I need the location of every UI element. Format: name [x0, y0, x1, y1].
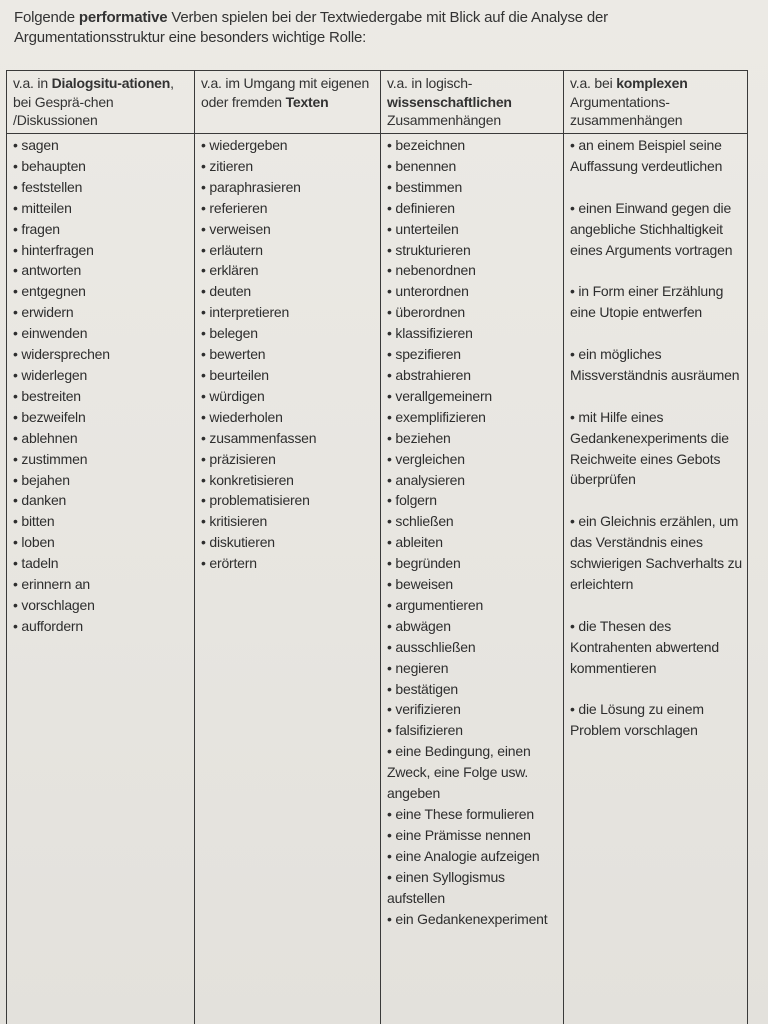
list-item: • interpretieren	[201, 304, 290, 321]
list-item: • bestimmen	[387, 178, 463, 195]
intro-bold: performative	[78, 9, 168, 26]
verb-list-scientific	[381, 135, 564, 929]
list-item: • belegen	[201, 325, 258, 342]
list-item: • wiedergeben	[201, 137, 288, 153]
list-item: • diskutieren	[201, 534, 275, 551]
intro-text	[14, 8, 734, 48]
list-item: • behaupten	[13, 157, 86, 174]
list-item: • klassifizieren	[387, 325, 473, 342]
intro-part2: Verben spielen bei der Textwiedergabe mit Blick auf die Analyse der Argumentationsstruktur eine besonders wichtige Rolle:	[14, 9, 608, 46]
list-item: • problematisieren	[201, 492, 310, 509]
list-item: • verallgemeinern	[387, 387, 492, 404]
list-item: • unterteilen	[387, 220, 459, 237]
list-item: • bejahen	[13, 471, 70, 488]
list-item: • strukturieren	[387, 241, 471, 258]
list-item: • die Thesen des Kontrahenten abwertend kommentieren	[570, 617, 719, 676]
header-text: v.a. in	[13, 75, 52, 91]
list-item: • nebenordnen	[387, 262, 476, 279]
verb-table	[6, 70, 748, 1024]
list-item: • ablehnen	[13, 429, 78, 446]
list-item: • unterordnen	[387, 283, 469, 300]
list-item: • erinnern an	[13, 576, 91, 593]
list-item: • widerlegen	[13, 366, 88, 383]
list-item: • ein Gedankenexperiment	[387, 910, 548, 927]
list-item: • vorschlagen	[13, 596, 95, 613]
list-item: • zustimmen	[13, 450, 88, 467]
header-text: v.a. in logisch-	[387, 75, 473, 91]
list-item: • in Form einer Erzählung eine Utopie entwerfen	[570, 283, 724, 321]
list-item: • die Lösung zu einem Problem vorschlagen	[570, 701, 704, 739]
list-item: • zusammenfassen	[201, 429, 317, 446]
list-item: • loben	[13, 534, 55, 551]
list-item: • widersprechen	[13, 346, 110, 363]
list-item: • erwidern	[13, 304, 74, 321]
list-item: • benennen	[387, 157, 457, 174]
header-text: , bei Gesprä-chen /Diskussionen	[13, 75, 174, 128]
phrase-list-complex	[564, 135, 748, 762]
header-text: Zusammenhängen	[387, 112, 501, 128]
list-item: • paraphrasieren	[201, 178, 301, 195]
list-item: • auffordern	[13, 617, 83, 634]
column-scientific	[380, 71, 564, 1024]
list-item: • referieren	[201, 199, 268, 216]
list-item: • ein mögliches Missverständnis ausräumen	[570, 346, 740, 383]
list-item: • analysieren	[387, 471, 465, 488]
list-item: • einwenden	[13, 325, 88, 342]
list-item: • beweisen	[387, 576, 453, 593]
verb-list-dialog	[7, 135, 194, 637]
list-item: • hinterfragen	[13, 241, 94, 258]
list-item: • vergleichen	[387, 450, 465, 467]
column-header-scientific	[381, 71, 564, 134]
list-item: • beurteilen	[201, 366, 269, 383]
list-item: • antworten	[13, 262, 82, 279]
list-item: • einen Einwand gegen die angebliche Stichhaltigkeit eines Arguments vortragen	[570, 199, 733, 258]
header-text: v.a. im Umgang mit eigenen oder fremden	[201, 75, 370, 110]
list-item: • an einem Beispiel seine Auffassung verdeutlichen	[570, 137, 723, 174]
header-bold: komplexen	[616, 75, 688, 91]
list-item: • entgegnen	[13, 283, 86, 300]
header-bold: Texten	[285, 93, 329, 110]
list-item: • erläutern	[201, 241, 263, 258]
list-item: • ableiten	[387, 534, 443, 551]
list-item: • überordnen	[387, 304, 466, 321]
list-item: • negieren	[387, 659, 449, 676]
list-item: • falsifizieren	[387, 722, 463, 739]
list-item: • schließen	[387, 513, 454, 530]
list-item: • begründen	[387, 555, 461, 572]
list-item: • bestreiten	[13, 387, 81, 404]
list-item: • kritisieren	[201, 513, 268, 530]
list-item: • definieren	[387, 199, 455, 216]
column-header-texts	[195, 71, 381, 134]
list-item: • präzisieren	[201, 450, 276, 467]
list-item: • eine Analogie aufzeigen	[387, 847, 540, 864]
header-text: v.a. bei	[570, 75, 617, 91]
list-item: • mitteilen	[13, 199, 72, 216]
column-complex	[563, 71, 748, 1024]
list-item: • einen Syllogismus aufstellen	[387, 868, 505, 906]
list-item: • folgern	[387, 492, 437, 509]
list-item: • zitieren	[201, 157, 253, 174]
list-item: • argumentieren	[387, 596, 484, 613]
header-bold: Dialogsitu-ationen	[51, 75, 171, 91]
list-item: • eine These formulieren	[387, 806, 534, 822]
list-item: • abstrahieren	[387, 366, 471, 383]
list-item: • sagen	[13, 137, 59, 153]
list-item: • beziehen	[387, 429, 451, 446]
list-item: • eine Bedingung, einen Zweck, eine Folge usw. angeben	[387, 743, 531, 802]
list-item: • deuten	[201, 283, 252, 300]
list-item: • konkretisieren	[201, 471, 294, 488]
list-item: • spezifieren	[387, 346, 461, 363]
list-item: • ausschließen	[387, 638, 476, 655]
list-item: • ein Gleichnis erzählen, um das Verständnis eines schwierigen Sachverhalts zu erleichtern	[570, 513, 743, 592]
list-item: • bestätigen	[387, 680, 458, 697]
intro-part1: Folgende	[14, 9, 79, 26]
list-item: • mit Hilfe eines Gedankenexperiments die Reichweite eines Gebots überprüfen	[570, 408, 729, 488]
list-item: • bezweifeln	[13, 408, 86, 425]
verb-list-texts	[195, 135, 381, 574]
list-item: • bitten	[13, 513, 55, 530]
header-bold: wissenschaftlichen	[387, 93, 512, 110]
list-item: • tadeln	[13, 555, 59, 572]
column-header-complex	[564, 71, 748, 134]
list-item: • eine Prämisse nennen	[387, 826, 531, 843]
list-item: • exemplifizieren	[387, 408, 486, 425]
list-item: • bezeichnen	[387, 137, 466, 153]
list-item: • feststellen	[13, 178, 83, 195]
list-item: • wiederholen	[201, 408, 283, 425]
column-texts	[194, 71, 381, 1024]
list-item: • fragen	[13, 220, 60, 237]
list-item: • erörtern	[201, 555, 257, 572]
list-item: • danken	[13, 492, 67, 509]
column-dialog	[7, 71, 194, 1024]
list-item: • bewerten	[201, 346, 266, 363]
list-item: • verifizieren	[387, 701, 461, 718]
list-item: • würdigen	[201, 387, 265, 404]
list-item: • abwägen	[387, 617, 451, 634]
header-text: Argumentations-zusammenhängen	[570, 93, 683, 128]
list-item: • erklären	[201, 262, 259, 279]
list-item: • verweisen	[201, 220, 271, 237]
column-header-dialog	[7, 71, 194, 134]
